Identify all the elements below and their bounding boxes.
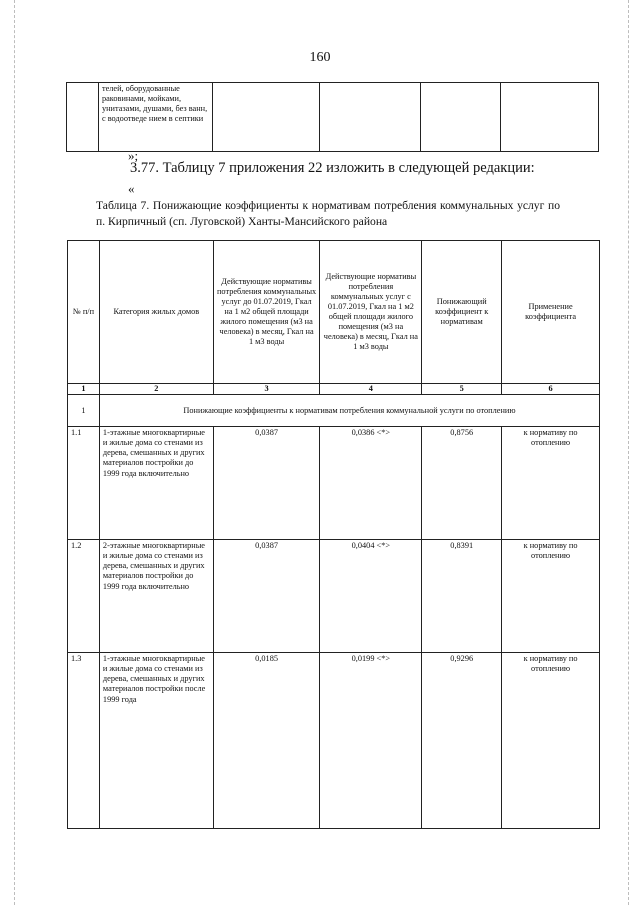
column-number: 6 — [502, 384, 600, 395]
table-row — [68, 653, 600, 829]
row-coefficient: 0,9296 — [422, 653, 502, 829]
opening-quote: « — [128, 181, 135, 196]
column-number: 2 — [99, 384, 213, 395]
row-norm-before: 0,0185 — [213, 653, 320, 829]
table-row — [67, 83, 599, 152]
column-header: Применение коэффициента — [502, 241, 600, 384]
section-row — [68, 395, 600, 427]
section-title: Понижающие коэффициенты к нормативам потребления коммунальной услуги по отоплению — [99, 395, 599, 427]
table-cell — [67, 83, 99, 152]
row-application: к нормативу по отоплению — [502, 427, 600, 540]
row-norm-before: 0,0387 — [213, 540, 320, 653]
column-number-row — [68, 384, 600, 395]
row-number: 1.3 — [68, 653, 100, 829]
previous-table-fragment — [66, 82, 599, 152]
column-number: 1 — [68, 384, 100, 395]
table-cell — [501, 83, 599, 152]
amendment-instruction: 3.77. Таблицу 7 приложения 22 изложить в следующей редакции: — [130, 160, 535, 176]
row-category: 1-этажные многоквартирные и жилые дома со стенами из дерева, смешанных и других материалов постройки до 1999 года включительно — [99, 427, 213, 540]
table-cell — [319, 83, 421, 152]
table-row — [68, 427, 600, 540]
row-application: к нормативу по отоплению — [502, 540, 600, 653]
column-header: Действующие нормативы потребления коммунальных услуг с 01.07.2019, Гкал на 1 м2 общей площади жилого помещения (м3 на человека) в месяц, Гкал на 1 м3 воды — [320, 241, 422, 384]
table-row — [68, 540, 600, 653]
column-number: 4 — [320, 384, 422, 395]
scan-edge-left — [14, 0, 16, 905]
column-header: Категория жилых домов — [99, 241, 213, 384]
table-caption: Таблица 7. Понижающие коэффициенты к нормативам потребления коммунальных услуг по п. Кирпичный (сп. Луговской) Ханты-Мансийского района — [96, 199, 560, 228]
header-row — [68, 241, 600, 384]
row-coefficient: 0,8391 — [422, 540, 502, 653]
column-number: 3 — [213, 384, 320, 395]
row-norm-after: 0,0386 <*> — [320, 427, 422, 540]
row-norm-after: 0,0404 <*> — [320, 540, 422, 653]
row-number: 1.1 — [68, 427, 100, 540]
table-cell — [421, 83, 501, 152]
column-header: Действующие нормативы потребления коммунальных услуг до 01.07.2019, Гкал на 1 м2 общей площади жилого помещения (м3 на человека) в месяц, Гкал на 1 м3 воды — [213, 241, 320, 384]
column-header: Понижающий коэффициент к нормативам — [422, 241, 502, 384]
closing-quote: »; — [128, 148, 139, 163]
section-number: 1 — [68, 395, 100, 427]
page-number: 160 — [309, 50, 331, 65]
row-norm-after: 0,0199 <*> — [320, 653, 422, 829]
row-category: 2-этажные многоквартирные и жилые дома со стенами из дерева, смешанных и других материалов постройки до 1999 года включительно — [99, 540, 213, 653]
column-header: № п/п — [68, 241, 100, 384]
coefficients-table — [67, 240, 600, 829]
row-norm-before: 0,0387 — [213, 427, 320, 540]
scan-edge-right — [628, 0, 630, 905]
row-category: 1-этажные многоквартирные и жилые дома со стенами из дерева, смешанных и других материалов постройки после 1999 года — [99, 653, 213, 829]
row-application: к нормативу по отоплению — [502, 653, 600, 829]
row-coefficient: 0,8756 — [422, 427, 502, 540]
table-cell — [212, 83, 319, 152]
table-cell: телей, оборудованные раковинами, мойками, унитазами, душами, без ванн, с водоотведе нием в септики — [98, 83, 212, 152]
column-number: 5 — [422, 384, 502, 395]
row-number: 1.2 — [68, 540, 100, 653]
